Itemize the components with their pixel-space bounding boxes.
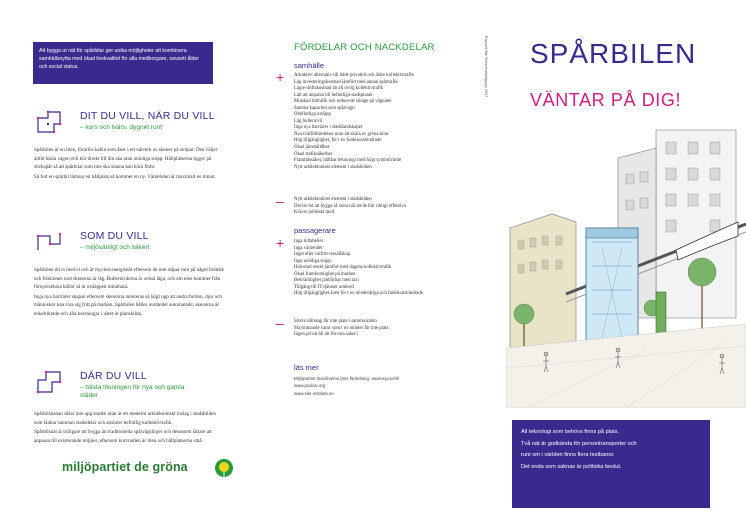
section-body	[34, 146, 224, 182]
pro-item: Minskad biltrafik och reducerat slitage på vägnätet	[294, 99, 392, 105]
station-sketch-illustration	[506, 118, 746, 408]
pro-item: Nya tvärförbindelser utan att skära av gröna kilar	[294, 131, 389, 137]
pro-item: Inga onödiga stopp	[294, 258, 331, 264]
plus-sign: +	[276, 235, 285, 251]
con-item: Kräver politiskt mod	[294, 210, 334, 216]
section-body	[34, 266, 224, 320]
closing-box	[512, 420, 710, 508]
section-title: DÄR DU VILL	[80, 370, 147, 382]
pro-item: Ökad framkomlighet på marken	[294, 271, 356, 277]
pros-cons-title: FÖRDELAR OCH NACKDELAR	[294, 42, 435, 53]
read-more-link: Miljöpartiet Stockholms läns fördelning: www.mp.se/sll	[294, 376, 400, 381]
middle-panel	[250, 0, 500, 532]
society-heading: samhälle	[294, 61, 325, 70]
minus-sign: –	[276, 193, 284, 209]
track-network-icon	[34, 230, 64, 254]
closing-line: Det enda som saknas är politiska beslut.	[521, 463, 622, 470]
society-cons-list	[294, 197, 494, 217]
side-note: Rapport från Tema Kontaktgrupp 2007	[484, 36, 488, 98]
pro-item: Hög tillgänglighet, för t ex funktionshindrade	[294, 138, 382, 144]
paragraph: Spårbilen är en liten, förarlös kabin som åker i ett nätverk av skenor på stolpar. Den väljer alltid bästa vägen och kör direkt till din ska utan onödiga stopp. Hållplatserna ligger på stickspår så att spårbilar som inte ska stanna kan köra förbi.	[34, 147, 218, 171]
pro-item: Inget eller valfritt ressällskap	[294, 252, 351, 258]
track-network-icon	[34, 110, 64, 134]
paragraph: Så fort en spårbil lämnar en hållplats så kommer en ny. Väntetiden är maximalt en minut.	[34, 173, 216, 180]
con-item: Skrymmande varor som t ex möbler får inte plats	[294, 325, 389, 331]
pro-item: Bekvämlighet jämförbar med taxi	[294, 278, 359, 284]
section-title: SOM DU VILL	[80, 230, 149, 242]
closing-line: All teknologi som behövs finns på plats.	[521, 429, 619, 435]
pro-item: Ökad jämställdhet	[294, 145, 330, 151]
pro-item: Samma kapacitet som spårvagn	[294, 105, 355, 111]
intro-box: Att bygga ut nät för spårbilar ger unika möjligheter att kombinera samhällsnytta med ökad livskvalitet för alla medborgare, oavsett ålder och social status.	[33, 42, 213, 84]
pro-item: Inga väntetider	[294, 245, 323, 251]
section-subtitle: – bästa lösningen för nya och gamla städer	[80, 384, 185, 399]
section-title: DIT DU VILL, NÄR DU VILL	[80, 110, 215, 122]
pro-item: Hög tillgänglighet även för t ex minderåriga och funktionshindrade	[294, 291, 423, 297]
pro-item: Ökad trafiksäkerhet	[294, 151, 332, 157]
read-more-link: www.sikr-institute.se	[294, 390, 334, 396]
closing-line: Två nät är godkända för persontransporter och	[521, 440, 637, 447]
paragraph: Inga nya barriärer skapas eftersom skenorna monteras så högt upp att andra fordon, djur och människor kan röra sig fritt på marken. Spårbilen håller avståndet automatiskt, skenorna är enkelriktade och alla korsningar i nätet är planskilda.	[34, 293, 222, 317]
pro-item: Lägre driftskostnad än all övrig kollektivtrafik	[294, 86, 384, 92]
cover-panel	[500, 0, 746, 532]
cover-title: SPÅRBILEN	[530, 38, 697, 69]
cover-subtitle: VÄNTAR PÅ DIG!	[530, 90, 682, 110]
track-network-icon	[34, 370, 64, 394]
pro-item: Halverad restid jämfört med dagens kollektivtrafik	[294, 265, 392, 271]
party-logo-text: miljöpartiet de gröna	[62, 460, 188, 474]
paragraph: Spårbilsbanan delar inte upp staden utan är ett modernt arkitektoniskt inslag i stadsbilden som länkar samman stadsdelar och ansluter befintlig kollektivtrafik.	[34, 411, 216, 426]
pro-item: Låg investeringskostnad jämfört med annan spårtrafik	[294, 79, 398, 85]
read-more-links	[294, 375, 399, 397]
pro-item: Obefintliga utsläpp	[294, 112, 331, 118]
plus-sign: +	[276, 69, 285, 85]
minus-sign: –	[276, 315, 284, 331]
closing-line: runt om i världen finns flera testbanor.	[521, 452, 615, 459]
dandelion-logo-icon	[214, 458, 234, 478]
society-pros-list	[294, 73, 494, 171]
section-subtitle: – kors och tvärs, dygnet runt	[80, 124, 163, 131]
left-panel	[0, 0, 250, 532]
pro-item: Attraktivt alternativ till både privatbil och äldre kollektivtrafik	[294, 73, 414, 78]
pro-item: Tillgång till IT-tjänster ombord	[294, 284, 354, 290]
con-item: Nytt arkitektoniskt element i stadsbilden	[294, 197, 372, 202]
con-item: Ingen privat bil att förvara saker i	[294, 332, 359, 338]
passengers-pros-list	[294, 239, 494, 298]
section-body	[34, 410, 224, 446]
pro-item: Inga nya barriärer i stadslandskapet	[294, 125, 363, 131]
passengers-heading: passagerare	[294, 226, 336, 235]
pro-item: Lätt att anpassa till befintliga stadsplaner	[294, 92, 373, 98]
paragraph: Spårbilsnät är billigare att bygga än traditionella spårvägslinjer och dessutom lättare att anpassa till existerande miljöer, eftersom kurvradien är liten och hållplatserna små.	[34, 429, 212, 444]
read-more-title: läs mer	[294, 363, 319, 372]
section-subtitle: – miljövänligt och säkert	[80, 244, 150, 251]
passengers-cons-list	[294, 319, 494, 339]
read-more-link: www.podcar.org	[294, 383, 326, 389]
pro-item: Framtidssäker, hållbar teknologi med högt symbolvärde	[294, 158, 402, 164]
pro-item: Nytt arkitektoniskt element i stadsbilden	[294, 164, 372, 170]
con-item: Det tar tid att bygga så stora nät att de blir riktigt effektiva	[294, 203, 406, 209]
pro-item: Inga tidtabeller	[294, 239, 324, 244]
pro-item: Låg bullernivå	[294, 118, 323, 124]
paragraph: Spårbilen drivs med el och är mycket energisnål eftersom de inte stäpar runt på något bränsle och friktionen mot skenorna är låg. Bullernivåerna är också låga, och om elen kommer från förnyelsebara källor så är utsläppen minimala.	[34, 267, 224, 291]
con-item: Större sällskap får inte plats i samma kabin	[294, 319, 377, 324]
